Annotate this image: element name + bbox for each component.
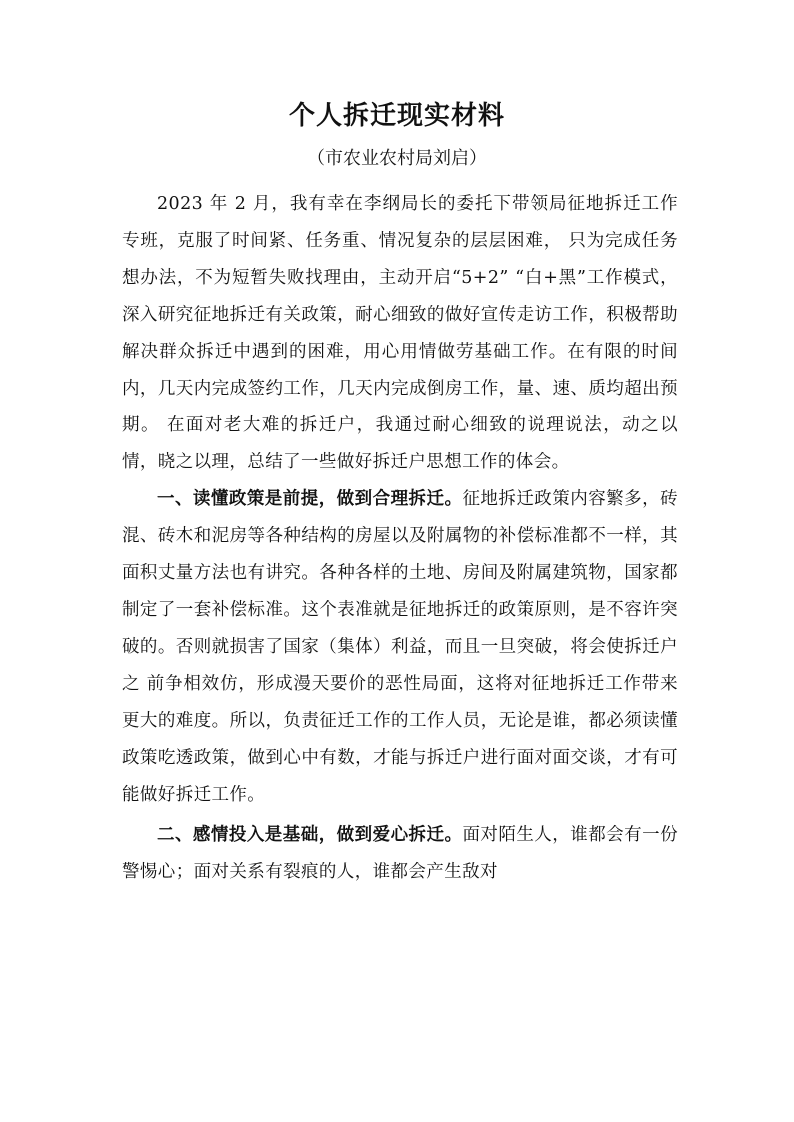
intro-paragraph: 2023 年 2 月，我有幸在李纲局长的委托下带领局征地拆迁工作专班，克服了时间紧、任务重、情况复杂的层层困难， 只为完成任务想办法，不为短暂失败找理由，主动开启“5+2” “白+黑”工作模式，深入研究征地拆迁有关政策，耐心细致的做好宣传走访工作，积极帮助解决群众拆迁中遇到的困难，用心用情做劳基础工作。在有限的时间内，几天内完成签约工作，几天内完成倒房工作，量、速、质均超出预期。 在面对老大难的拆迁户，我通过耐心细致的说理说法，动之以情，晓之以理，总结了一些做好拆迁户思想工作的体会。 <box>122 194 678 473</box>
document-body <box>122 186 678 891</box>
section-1-paragraph <box>122 481 678 813</box>
document-subtitle: （市农业农村局刘启） <box>307 148 487 169</box>
section-2-heading: 二、感情投入是基础，做到爱心拆迁。 <box>157 825 463 846</box>
section-1-body: 征地拆迁政策内容繁多，砖混、砖木和泥房等各种结构的房屋以及附属物的补偿标准都不一样，其面积丈量方法也有讲究。各种各样的土地、房间及附属建筑物，国家都制定了一套补偿标准。这个表准就是征地拆迁的政策原则，是不容许突破的。否则就损害了国家（集体）利益，而且一旦突破，将会使拆迁户之 前争相效仿，形成漫天要价的恶性局面，这将对征地拆迁工作带来更大的难度。所以，负责征迁工作的工作人员，无论是谁，都必须读懂政策吃透政策，做到心中有数，才能与拆迁户进行面对面交谈，才有可能做好拆迁工作。 <box>122 489 678 805</box>
section-2-paragraph <box>122 817 678 891</box>
document-title: 个人拆迁现实材料 <box>288 101 505 131</box>
section-1-heading: 一、读懂政策是前提，做到合理拆迁。 <box>157 489 463 510</box>
section-2-body: 面对陌生人，谁都会有一份警惕心；面对关系有裂痕的人，谁都会产生敌对 <box>122 825 678 883</box>
